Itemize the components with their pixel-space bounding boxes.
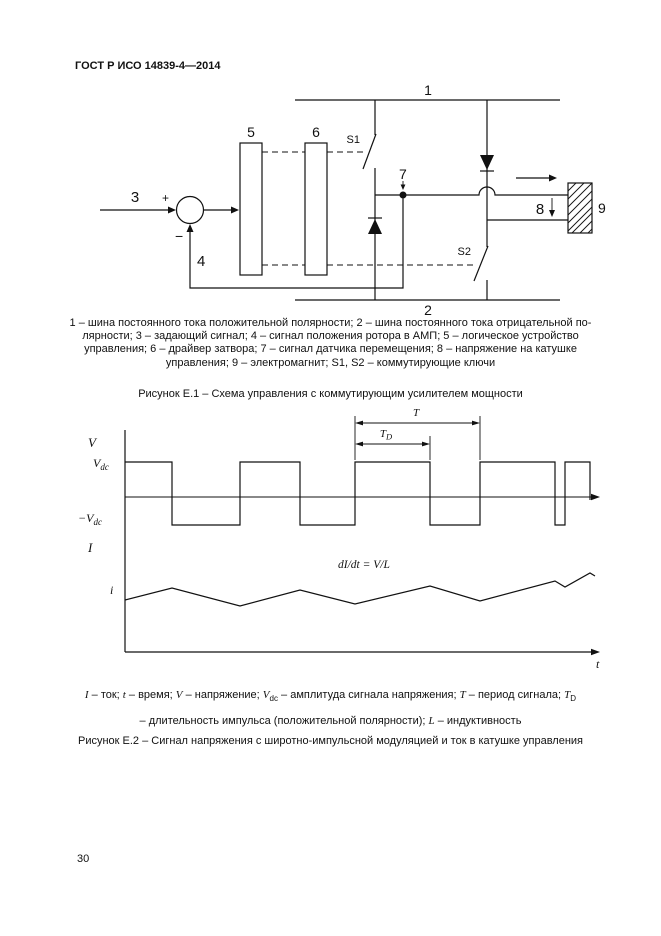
vdc-label: $V_{dc}$: [93, 456, 109, 472]
diode-d2-branch: [480, 100, 494, 247]
switch-s2-label: S2: [457, 246, 471, 258]
arrow-right-icon: [231, 207, 239, 214]
plus-sign: +: [162, 191, 170, 205]
feedback-path: [187, 199, 404, 289]
figure-e2-waveform-chart: [0, 400, 661, 680]
t-axis-label: t: [596, 657, 600, 671]
coil-voltage-label: 8: [535, 201, 545, 218]
figure-e1-circuit-diagram: [0, 85, 661, 325]
logic-unit-block: [240, 124, 262, 275]
figure1-caption: Рисунок Е.1 – Схема управления с коммутирующим усилителем мощности: [138, 388, 523, 400]
midpoint-wire: [375, 166, 568, 199]
arrow-down-icon: [549, 210, 555, 217]
neg-vdc-label: $-V_{dc}$: [78, 511, 102, 527]
bus-positive-label: 1: [424, 85, 432, 98]
control-dashed-lines: [262, 152, 474, 265]
sensor-node-dot: [400, 192, 407, 199]
figure2-caption: Рисунок Е.2 – Сигнал напряжения с широтно-импульсной модуляцией и ток в катушке управления: [77, 735, 583, 747]
voltage-axes: [78, 430, 600, 652]
arrow-right-icon: [168, 207, 176, 214]
period-label: T: [412, 407, 420, 419]
diode-d1: [368, 218, 382, 234]
axis-arrow-icon: [591, 494, 600, 500]
minus-sign: −: [175, 228, 184, 244]
page-number: 30: [77, 853, 90, 865]
current-symbol-label: i: [110, 583, 114, 597]
figure1-legend: [58, 317, 603, 370]
pulse-width-label: $T_D$: [379, 428, 393, 442]
logic-unit-label: 5: [247, 124, 255, 140]
rotor-position-label: 4: [197, 253, 206, 270]
dimension-period-T: [355, 407, 480, 460]
coil-wires: [487, 175, 568, 221]
figure1-legend-line: лярности; 3 – задающий сигнал; 4 – сигнал положения ротора в АМП; 5 – логическое устройство: [82, 330, 579, 343]
arrow-up-icon: [187, 224, 194, 232]
switch-s2: [458, 246, 488, 300]
figure2-legend-line: I – ток; t – время; V – напряжение; $V_{dc}$ – амплитуда сигнала напряжения; T – период сигнала; $T_D$: [84, 689, 577, 704]
current-waveform: [125, 559, 595, 606]
figure1-legend-line: управления; 9 – электромагнит; S1, S2 – коммутирующие ключи: [165, 356, 496, 369]
force-arrow-icon: [549, 175, 557, 182]
axis-arrow-icon: [591, 649, 600, 655]
bus-negative-label: 2: [424, 302, 432, 318]
gate-driver-label: 6: [312, 124, 320, 140]
dimension-pulse-TD: [355, 428, 430, 460]
switch-s1: [347, 100, 376, 300]
triangle-current-wave: [125, 573, 595, 606]
gate-driver-block: [305, 124, 327, 275]
figure1-legend-line: управления; 6 – драйвер затвора; 7 – сигнал датчика перемещения; 8 – напряжение на катушке: [84, 343, 577, 356]
arrow-down-icon: [401, 185, 406, 191]
switch-s1-label: S1: [346, 134, 360, 146]
document-header: ГОСТ Р ИСО 14839-4—2014: [75, 60, 221, 72]
v-axis-label: V: [88, 435, 96, 450]
summing-junction: [175, 197, 239, 245]
didt-annotation: dI/dt = V/L: [338, 559, 390, 571]
sensor-signal-label: 7: [399, 166, 407, 182]
electromagnet-block: [568, 183, 606, 233]
figure1-legend-line: 1 – шина постоянного тока положительной полярности; 2 – шина постоянного тока отрицательной по-: [69, 317, 592, 329]
dc-bus-negative: [295, 300, 560, 318]
dc-bus-positive: [295, 85, 560, 100]
i-axis-label: I: [88, 540, 93, 555]
reference-input: [100, 189, 176, 214]
reference-signal-label: 3: [130, 189, 140, 206]
electromagnet-label: 9: [598, 200, 606, 216]
pwm-square-wave: [125, 462, 590, 525]
figure2-legend-line: – длительность импульса (положительной полярности); L – индуктивность: [139, 715, 522, 728]
voltage-waveform: [125, 462, 590, 525]
figure2-legend: [58, 684, 603, 732]
